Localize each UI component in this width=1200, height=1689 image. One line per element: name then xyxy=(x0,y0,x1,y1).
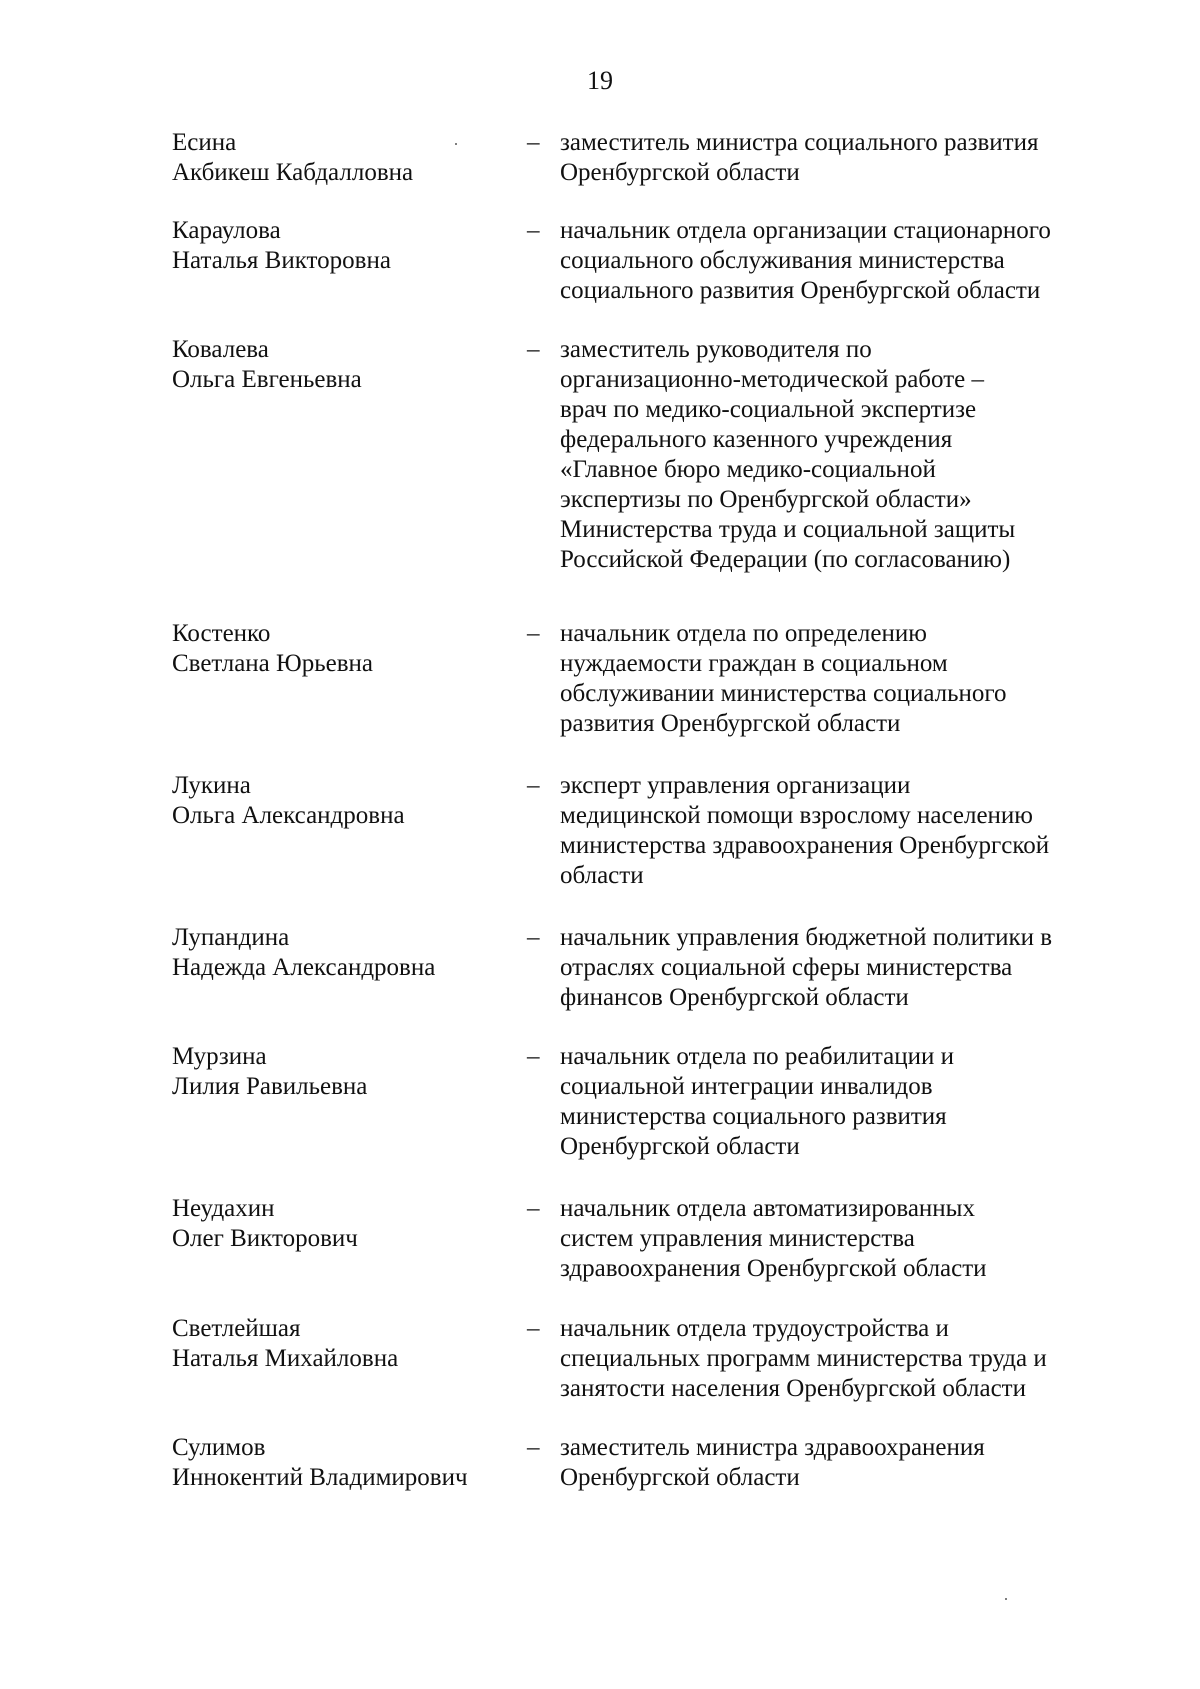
position-line: Оренбургской области xyxy=(560,1464,800,1491)
member-given-names: Олег Викторович xyxy=(172,1225,358,1252)
position-line: Оренбургской области xyxy=(560,1133,800,1160)
scan-speck xyxy=(455,143,457,145)
member-position xyxy=(560,1433,1160,1493)
position-line: заместитель министра здравоохранения xyxy=(560,1434,985,1461)
member-name xyxy=(172,1314,532,1374)
position-line: эксперт управления организации xyxy=(560,772,911,799)
position-line: врач по медико-социальной экспертизе xyxy=(560,396,977,423)
member-name xyxy=(172,619,532,679)
member-name xyxy=(172,771,532,831)
position-line: Министерства труда и социальной защиты xyxy=(560,516,1016,543)
position-line: занятости населения Оренбургской области xyxy=(560,1375,1026,1402)
position-line: начальник управления бюджетной политики в xyxy=(560,924,1053,951)
member-name xyxy=(172,128,532,188)
position-line: «Главное бюро медико-социальной xyxy=(560,456,936,483)
position-line: начальник отдела по реабилитации и xyxy=(560,1043,954,1070)
member-position xyxy=(560,923,1160,1013)
member-position xyxy=(560,335,1160,575)
position-line: Оренбургской области xyxy=(560,159,800,186)
member-given-names: Иннокентий Владимирович xyxy=(172,1464,468,1491)
position-line: начальник отдела по определению xyxy=(560,620,927,647)
position-line: области xyxy=(560,862,644,889)
member-name xyxy=(172,216,532,276)
member-given-names: Светлана Юрьевна xyxy=(172,650,374,677)
position-line: организационно-методической работе – xyxy=(560,366,984,393)
position-line: нуждаемости граждан в социальном xyxy=(560,650,948,677)
position-line: развития Оренбургской области xyxy=(560,710,901,737)
member-given-names: Наталья Викторовна xyxy=(172,247,391,274)
dash-separator: – xyxy=(527,129,540,156)
member-surname: Есина xyxy=(172,129,237,156)
member-name xyxy=(172,335,532,395)
member-surname: Мурзина xyxy=(172,1043,267,1070)
position-line: министерства здравоохранения Оренбургской xyxy=(560,832,1050,859)
member-position xyxy=(560,128,1160,188)
member-given-names: Лилия Равильевна xyxy=(172,1073,368,1100)
position-line: начальник отдела организации стационарного xyxy=(560,217,1051,244)
dash-separator: – xyxy=(527,1043,540,1070)
dash-separator: – xyxy=(527,1315,540,1342)
position-line: заместитель министра социального развития xyxy=(560,129,1039,156)
dash-separator: – xyxy=(527,1195,540,1222)
scan-speck xyxy=(1005,1598,1007,1600)
position-line: федерального казенного учреждения xyxy=(560,426,953,453)
member-position xyxy=(560,216,1160,306)
position-line: экспертизы по Оренбургской области» xyxy=(560,486,972,513)
position-line: начальник отдела автоматизированных xyxy=(560,1195,975,1222)
member-surname: Лукина xyxy=(172,772,251,799)
member-given-names: Надежда Александровна xyxy=(172,954,436,981)
member-name xyxy=(172,1042,532,1102)
member-surname: Светлейшая xyxy=(172,1315,301,1342)
member-surname: Костенко xyxy=(172,620,271,647)
position-line: финансов Оренбургской области xyxy=(560,984,909,1011)
member-name xyxy=(172,923,532,983)
member-given-names: Ольга Евгеньевна xyxy=(172,366,362,393)
dash-separator: – xyxy=(527,772,540,799)
position-line: социальной интеграции инвалидов xyxy=(560,1073,933,1100)
member-name xyxy=(172,1194,532,1254)
member-given-names: Ольга Александровна xyxy=(172,802,405,829)
member-surname: Сулимов xyxy=(172,1434,266,1461)
dash-separator: – xyxy=(527,336,540,363)
member-surname: Караулова xyxy=(172,217,281,244)
member-surname: Ковалева xyxy=(172,336,269,363)
member-given-names: Акбикеш Кабдалловна xyxy=(172,159,414,186)
member-given-names: Наталья Михайловна xyxy=(172,1345,399,1372)
dash-separator: – xyxy=(527,217,540,244)
position-line: социального обслуживания министерства xyxy=(560,247,1005,274)
member-position xyxy=(560,1194,1160,1284)
member-surname: Неудахин xyxy=(172,1195,275,1222)
member-position xyxy=(560,771,1160,891)
member-position xyxy=(560,1314,1160,1404)
position-line: социального развития Оренбургской области xyxy=(560,277,1041,304)
dash-separator: – xyxy=(527,924,540,951)
page-number: 19 xyxy=(587,66,613,95)
position-line: обслуживании министерства социального xyxy=(560,680,1007,707)
dash-separator: – xyxy=(527,620,540,647)
position-line: отраслях социальной сферы министерства xyxy=(560,954,1013,981)
position-line: здравоохранения Оренбургской области xyxy=(560,1255,987,1282)
member-position xyxy=(560,1042,1160,1162)
dash-separator: – xyxy=(527,1434,540,1461)
member-name xyxy=(172,1433,532,1493)
position-line: медицинской помощи взрослому населению xyxy=(560,802,1033,829)
position-line: министерства социального развития xyxy=(560,1103,947,1130)
member-surname: Лупандина xyxy=(172,924,290,951)
position-line: Российской Федерации (по согласованию) xyxy=(560,546,1011,573)
position-line: заместитель руководителя по xyxy=(560,336,872,363)
position-line: начальник отдела трудоустройства и xyxy=(560,1315,949,1342)
member-position xyxy=(560,619,1160,739)
position-line: специальных программ министерства труда и xyxy=(560,1345,1047,1372)
position-line: систем управления министерства xyxy=(560,1225,915,1252)
